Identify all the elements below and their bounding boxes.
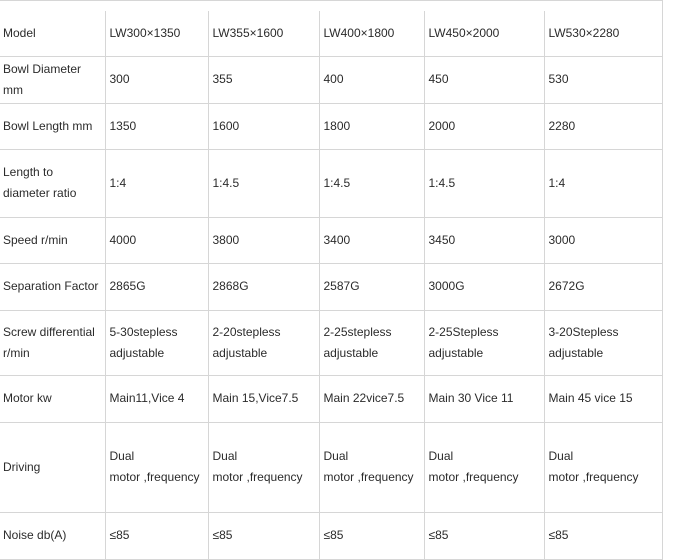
table-cell [544, 56, 662, 103]
cell-text: 2000 [428, 118, 456, 133]
cell-text: adjustable [548, 345, 604, 360]
cell-text: motor ,frequency [323, 470, 414, 484]
cell-text: ≤85 [548, 528, 569, 542]
cell-text: Motor kw [3, 391, 52, 405]
cell-text: 400 [323, 72, 344, 86]
cell-text: LW355×1600 [212, 25, 284, 40]
cell-text: motor ,frequency [109, 470, 200, 484]
cell-text: motor ,frequency [548, 470, 639, 484]
cell-text: Driving [3, 459, 41, 474]
cell-text: Main 30 Vice 11 [428, 391, 514, 405]
table-cell [208, 422, 319, 512]
table-cell [208, 310, 319, 375]
table-cell [105, 103, 208, 149]
cell-text: 2280 [548, 118, 576, 133]
table-cell [105, 512, 208, 559]
table-cell [319, 149, 424, 217]
table-cell [319, 310, 424, 375]
cell-text: Model [3, 25, 36, 40]
cell-text: 1:4 [109, 175, 127, 190]
cell-text: Noise db(A) [3, 528, 67, 542]
cell-text: Separation Factor [3, 279, 99, 293]
table-cell [105, 149, 208, 217]
cell-text: 3800 [212, 232, 240, 247]
table-cell [105, 310, 208, 375]
cell-text: Dual [428, 449, 454, 463]
cell-text: LW400×1800 [323, 25, 395, 40]
table-cell [544, 422, 662, 512]
table-cell [208, 375, 319, 422]
table-cell [208, 149, 319, 217]
cell-text: Main 15,Vice7.5 [212, 391, 299, 405]
table-row [0, 512, 662, 559]
spec-table [0, 11, 663, 560]
row-label [0, 103, 105, 149]
cell-text: 5-30stepless [109, 324, 178, 339]
table-cell [105, 375, 208, 422]
cell-text: adjustable [212, 345, 268, 360]
cell-text: 1350 [109, 118, 137, 133]
table-cell [424, 310, 544, 375]
cell-text: Length to [3, 165, 54, 179]
cell-text: 1:4.5 [428, 175, 456, 190]
cell-text: Bowl Diameter [3, 61, 82, 76]
cell-text: LW300×1350 [109, 25, 181, 40]
table-cell [544, 217, 662, 263]
cell-text: 3-20Stepless [548, 324, 619, 339]
table-cell [424, 56, 544, 103]
table-cell [208, 56, 319, 103]
cell-text: 4000 [109, 232, 137, 247]
cell-text: ≤85 [109, 528, 130, 542]
cell-text: 1:4.5 [212, 175, 240, 190]
table-cell [105, 263, 208, 310]
cell-text: motor ,frequency [212, 470, 303, 484]
cell-text: adjustable [428, 345, 484, 360]
table-cell [424, 512, 544, 559]
cell-text: 3400 [323, 232, 351, 247]
table-cell [424, 217, 544, 263]
table-row [0, 103, 662, 149]
table-row [0, 375, 662, 422]
row-label [0, 310, 105, 375]
table-cell [105, 56, 208, 103]
cell-text: Main11,Vice 4 [109, 391, 185, 405]
cell-text: Main 45 vice 15 [548, 391, 633, 405]
table-cell [424, 103, 544, 149]
cell-text: Bowl Length mm [3, 118, 93, 133]
table-cell [424, 11, 544, 56]
cell-text: Main 22vice7.5 [323, 391, 405, 405]
cell-text: Dual [323, 449, 349, 463]
cell-text: 530 [548, 72, 569, 86]
table-cell [319, 422, 424, 512]
cell-text: 2-25stepless [323, 324, 392, 339]
table-cell [544, 11, 662, 56]
row-label [0, 512, 105, 559]
cell-text: Dual [548, 449, 574, 463]
cell-text: 2865G [109, 279, 146, 293]
spec-table-body [0, 11, 662, 559]
table-cell [424, 422, 544, 512]
table-cell [208, 11, 319, 56]
cell-text: 2587G [323, 279, 360, 293]
cell-text: Screw differential [3, 324, 95, 339]
table-cell [544, 375, 662, 422]
cell-text: ≤85 [212, 528, 233, 542]
cell-text: 450 [428, 72, 449, 86]
table-cell [105, 217, 208, 263]
cell-text: 1:4.5 [323, 175, 351, 190]
cell-text: 1:4 [548, 175, 566, 190]
table-cell [105, 422, 208, 512]
table-row [0, 149, 662, 217]
cell-text: 355 [212, 72, 233, 86]
table-cell [424, 263, 544, 310]
right-margin [662, 0, 682, 547]
row-label [0, 217, 105, 263]
table-cell [319, 263, 424, 310]
cell-text: mm [3, 82, 23, 97]
row-label [0, 11, 105, 56]
table-cell [208, 512, 319, 559]
table-cell [424, 149, 544, 217]
cell-text: ≤85 [323, 528, 344, 542]
row-label [0, 56, 105, 103]
cell-text: diameter ratio [3, 186, 77, 200]
cell-text: adjustable [323, 345, 379, 360]
table-cell [319, 375, 424, 422]
cell-text: 2-20stepless [212, 324, 281, 339]
cell-text: 3450 [428, 232, 456, 247]
table-cell [544, 512, 662, 559]
table-cell [319, 512, 424, 559]
table-row [0, 56, 662, 103]
table-cell [544, 103, 662, 149]
cell-text: r/min [3, 345, 30, 360]
table-row [0, 422, 662, 512]
table-cell [319, 217, 424, 263]
top-border [0, 0, 662, 1]
row-label [0, 263, 105, 310]
table-row [0, 217, 662, 263]
table-cell [208, 103, 319, 149]
cell-text: 1800 [323, 118, 351, 133]
table-row [0, 263, 662, 310]
cell-text: ≤85 [428, 528, 449, 542]
cell-text: Dual [109, 449, 135, 463]
table-cell [544, 310, 662, 375]
row-label [0, 422, 105, 512]
cell-text: adjustable [109, 345, 165, 360]
cell-text: Speed r/min [3, 232, 68, 247]
table-cell [105, 11, 208, 56]
table-cell [424, 375, 544, 422]
cell-text: LW450×2000 [428, 25, 500, 40]
cell-text: 2-25Stepless [428, 324, 499, 339]
cell-text: 1600 [212, 118, 240, 133]
table-cell [544, 149, 662, 217]
cell-text: 3000 [548, 232, 576, 247]
table-row [0, 11, 662, 56]
cell-text: 3000G [428, 279, 465, 293]
table-cell [208, 263, 319, 310]
row-label [0, 149, 105, 217]
row-label [0, 375, 105, 422]
cell-text: motor ,frequency [428, 470, 519, 484]
cell-text: LW530×2280 [548, 25, 620, 40]
table-cell [544, 263, 662, 310]
table-cell [319, 11, 424, 56]
cell-text: 2672G [548, 279, 585, 293]
cell-text: 300 [109, 72, 130, 86]
table-row [0, 310, 662, 375]
cell-text: Dual [212, 449, 238, 463]
table-cell [319, 56, 424, 103]
table-cell [208, 217, 319, 263]
table-cell [319, 103, 424, 149]
cell-text: 2868G [212, 279, 249, 293]
